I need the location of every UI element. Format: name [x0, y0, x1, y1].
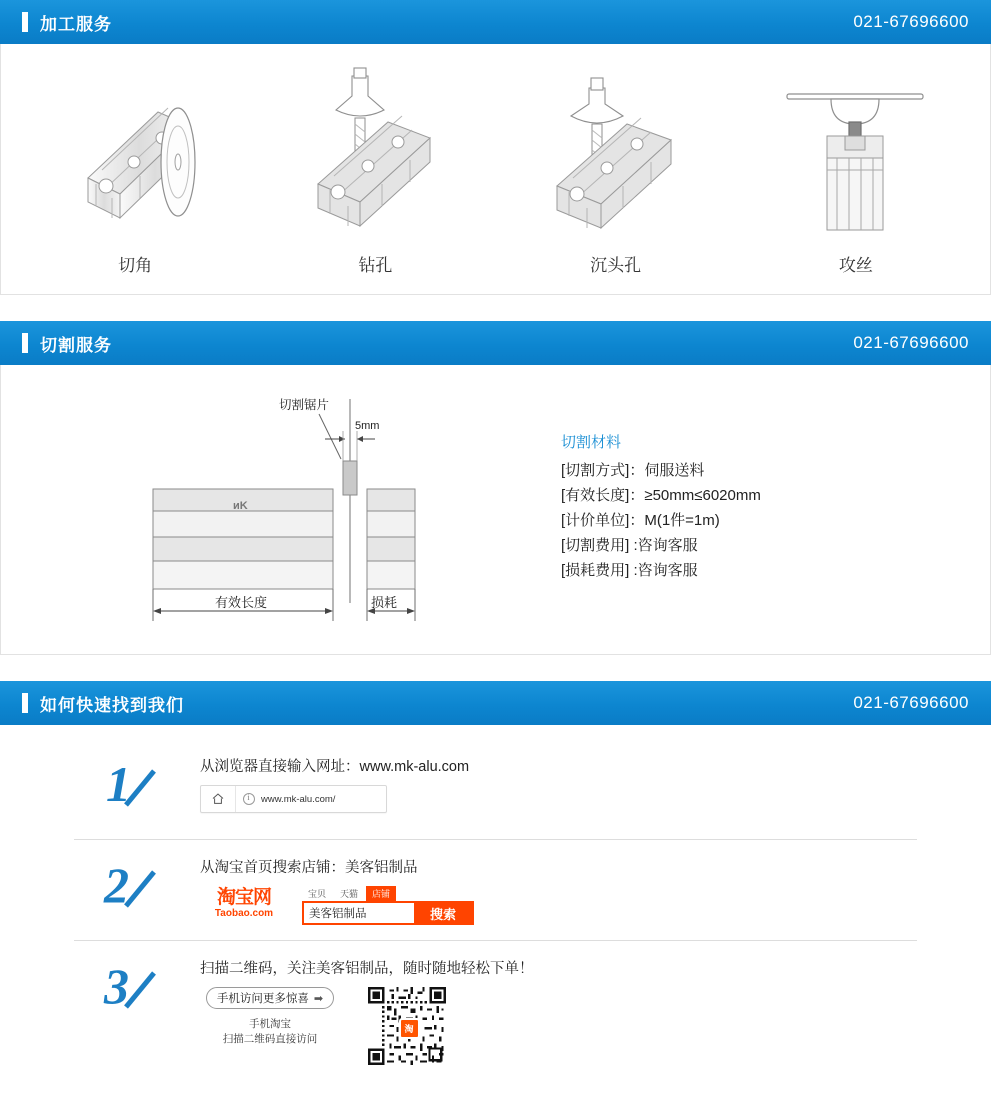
findus-step-3-body [194, 957, 917, 1065]
step-number-1-icon [74, 755, 194, 813]
svg-text:ᴎK: ᴎK [233, 500, 248, 512]
drill-hole-icon [290, 66, 460, 241]
step-number-3-icon [74, 957, 194, 1015]
findus-step-1-body [194, 755, 991, 813]
cutting-title-wrap [0, 331, 112, 356]
cutting-spec-line: [计价单位]：M(1件=1m) [561, 512, 720, 529]
cutting-title: 切割服务 [40, 335, 112, 355]
mobile-sub-line1: 手机淘宝 [249, 1018, 291, 1030]
taobao-logo [200, 886, 288, 920]
machining-item-tapping [736, 66, 976, 276]
qr-center-logo: 淘 [399, 1018, 420, 1039]
machining-label: 攻丝 [838, 256, 873, 275]
step-number-text: 2 [104, 857, 129, 913]
section-header-machining [0, 0, 991, 44]
machining-label: 切角 [118, 256, 153, 275]
findus-panel [0, 725, 991, 1095]
mobile-access-block [200, 987, 917, 1065]
findus-step-1 [0, 739, 991, 839]
cutting-spec-line: [切割费用] :咨询客服 [561, 537, 698, 554]
findus-step-3-text: 扫描二维码，关注美客铝制品，随时随地轻松下单！ [200, 961, 534, 977]
taobao-tab-baobei[interactable]: 宝贝 [308, 889, 327, 899]
machining-label: 钻孔 [358, 256, 393, 275]
machining-panel [0, 44, 991, 295]
taobao-tabs [302, 886, 474, 901]
cutting-spec-title: 切割材料 [561, 434, 622, 451]
mobile-access-button[interactable] [206, 987, 334, 1009]
machining-item-countersink [496, 66, 736, 276]
findus-step-2-body [194, 856, 917, 925]
taobao-search-input[interactable]: 美客铝制品 [304, 903, 414, 923]
cutting-spec-line: [损耗费用] :咨询客服 [561, 562, 698, 579]
tapping-icon [771, 66, 941, 241]
findus-title: 如何快速找到我们 [40, 695, 184, 715]
title-marker [22, 333, 28, 353]
machining-item-cut-corner [15, 66, 255, 276]
step-number-text: 1 [106, 756, 131, 812]
findus-step-2-text: 从淘宝首页搜索店铺：美客铝制品 [200, 860, 418, 876]
step-number-text: 3 [104, 958, 129, 1014]
mobile-sub-text [200, 1017, 340, 1047]
step-number-2-icon [74, 856, 194, 914]
svg-text:有效长度: 有效长度 [215, 595, 268, 610]
title-marker [22, 693, 28, 713]
cutting-specs [561, 381, 761, 636]
taobao-logo-en: Taobao.com [214, 908, 274, 919]
arrow-right-icon: ➡ [313, 992, 324, 1005]
qr-code-icon [368, 987, 446, 1065]
machining-title-wrap [0, 10, 112, 35]
section-gap [0, 295, 991, 321]
taobao-logo-cn: 淘宝网 [216, 887, 271, 908]
findus-step-1-text: 从浏览器直接输入网址：www.mk-alu.com [200, 759, 470, 775]
taobao-search-button[interactable]: 搜索 [414, 903, 472, 923]
browser-url-area[interactable] [236, 793, 335, 805]
cutting-phone: 021-67696600 [853, 333, 969, 352]
findus-step-3 [74, 940, 917, 1079]
findus-step-2 [74, 839, 917, 940]
machining-item-drill-hole [255, 66, 495, 276]
cutting-panel [0, 365, 991, 655]
svg-text:5mm: 5mm [355, 420, 380, 432]
taobao-tab-shop[interactable]: 店铺 [366, 886, 396, 901]
taobao-tab-tmall[interactable]: 天猫 [340, 889, 359, 899]
machining-label: 沉头孔 [590, 256, 642, 275]
section-gap [0, 655, 991, 681]
mobile-access-label: 手机访问更多惊喜 [216, 993, 309, 1005]
findus-title-wrap [0, 691, 184, 716]
svg-text:切割锯片: 切割锯片 [279, 398, 330, 412]
cut-corner-icon [50, 66, 220, 241]
section-header-cutting [0, 321, 991, 365]
taobao-mock [200, 886, 917, 925]
browser-url-text: www.mk-alu.com/ [261, 793, 336, 805]
cutting-diagram [1, 381, 561, 636]
section-header-findus [0, 681, 991, 725]
machining-phone: 021-67696600 [853, 12, 969, 31]
mobile-pill-col [200, 987, 340, 1047]
cutting-spec-line: [切割方式]：伺服送料 [561, 462, 705, 479]
countersink-hole-icon [531, 66, 701, 241]
home-icon[interactable] [201, 786, 236, 812]
findus-phone: 021-67696600 [853, 693, 969, 712]
machining-title: 加工服务 [40, 14, 112, 34]
cutting-spec-line: [有效长度]：≥50mm≤6020mm [561, 487, 761, 504]
taobao-search-bar[interactable] [302, 901, 474, 925]
info-icon [243, 793, 255, 805]
browser-address-bar[interactable] [200, 785, 387, 813]
taobao-search-block [302, 886, 474, 925]
svg-text:损耗: 损耗 [371, 595, 398, 610]
mobile-sub-line2: 扫描二维码直接访问 [222, 1033, 318, 1045]
title-marker [22, 12, 28, 32]
